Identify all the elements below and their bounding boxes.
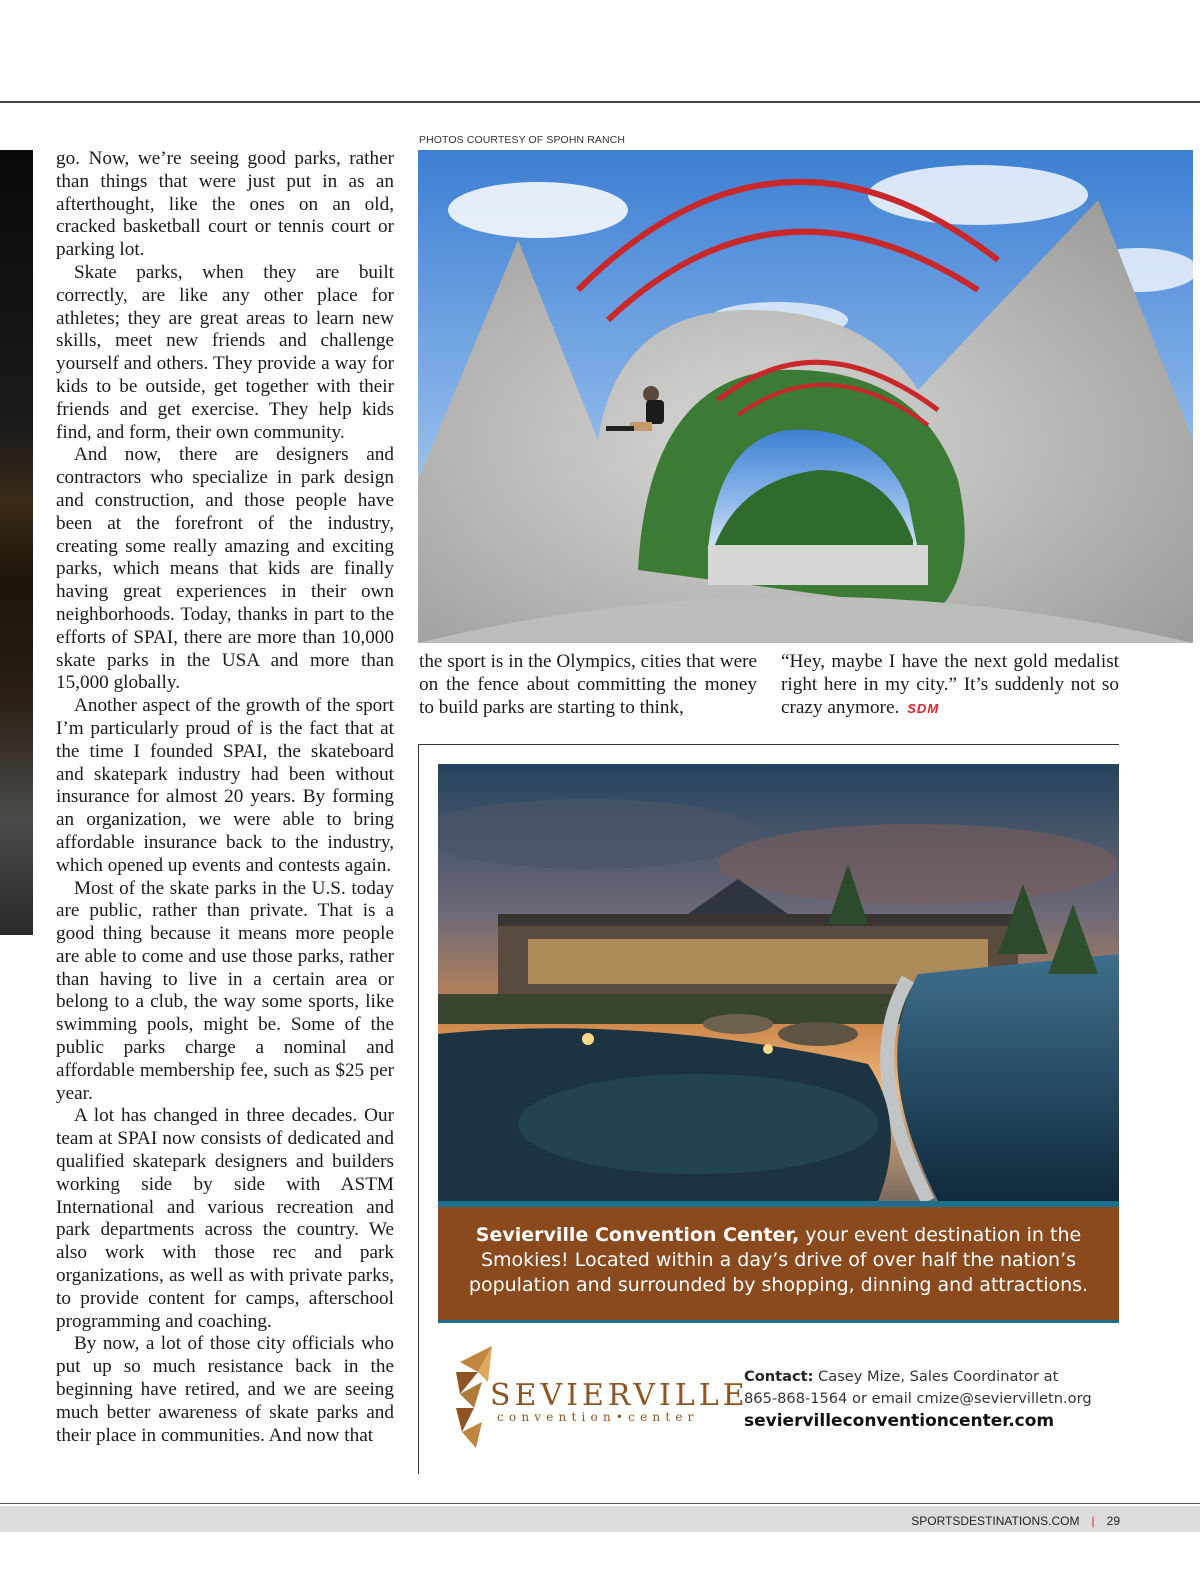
ad-tagline-band <box>438 1201 1119 1323</box>
contact-line-2: 865-868-1564 or email cmize@seviervilletn.org <box>744 1390 1092 1407</box>
sevierville-logo-word: SEVIERVILLE <box>490 1378 749 1413</box>
article-column-2 <box>419 651 757 719</box>
footer-rule <box>0 1503 1200 1504</box>
paragraph <box>781 651 1119 720</box>
ad-contact-block <box>744 1366 1092 1432</box>
page-footer <box>911 1514 1120 1528</box>
paragraph: go. Now, we’re seeing good parks, rather than things that were just put in as an afterthought, like the ones on an old, cracked basketball court or tennis court or parking lot. <box>56 148 394 261</box>
top-rule <box>0 101 1200 103</box>
paragraph: Another aspect of the growth of the sport I’m particularly proud of is the fact that at the time I founded SPAI, the skateboard and skatepark industry had been without insurance for almost 20 years. By forming an organization, we were able to bring affordable insurance back to the industry, which opened up events and contests again. <box>56 695 394 876</box>
left-photo-edge <box>0 150 33 935</box>
paragraph: And now, there are designers and contractors who specialize in park design and construction, and those people have been at the forefront of the industry, creating some really amazing and exciting parks, which means that kids are finally having great experiences in their own neighborhoods. Today, thanks in part to the efforts of SPAI, there are more than 10,000 skate parks in the USA and more than 15,000 globally. <box>56 444 394 694</box>
ad-headline-rest: your event destination in the Smokies! Located within a day’s drive of over half the nation’s population and surrounded by shopping, dinning and attractions. <box>468 1224 1089 1296</box>
sdm-end-mark: SDM <box>907 700 940 716</box>
paragraph: the sport is in the Olympics, cities that were on the fence about committing the money to build parks are starting to think, <box>419 651 757 718</box>
contact-line-1 <box>744 1366 1092 1388</box>
ad-headline-venue: Sevierville Convention Center, <box>475 1224 800 1246</box>
skatepark-illustration <box>418 150 1193 643</box>
contact-name: Casey Mize, Sales Coordinator at <box>813 1368 1059 1385</box>
ad-frame-top <box>418 744 1119 745</box>
photo-credit: PHOTOS COURTESY OF SPOHN RANCH <box>419 134 626 146</box>
paragraph: By now, a lot of those city officials who put up so much resistance back in the beginning have retired, and we are seeing much better awareness of skate parks and their place in communities. And now that <box>56 1333 394 1446</box>
sevierville-logo-subtitle: convention•center <box>497 1410 699 1424</box>
page-number: 29 <box>1106 1514 1120 1528</box>
paragraph: A lot has changed in three decades. Our team at SPAI now consists of dedicated and qualified skatepark designers and builders working side by side with ASTM International and various recreation and park departments across the country. We also work with those rec and park organizations, as well as with private parks, to provide content for camps, afterschool programming and coaching. <box>56 1105 394 1332</box>
closing-text: “Hey, maybe I have the next gold medalist right here in my city.” It’s suddenly not so crazy anymore. <box>781 651 1119 718</box>
footer-site: SPORTSDESTINATIONS.COM <box>911 1514 1080 1528</box>
article-column-3 <box>781 651 1119 720</box>
convention-center-photo <box>438 764 1119 1201</box>
skatepark-photo <box>418 150 1193 643</box>
ad-frame-left <box>418 744 419 1474</box>
contact-label: Contact: <box>744 1368 814 1385</box>
ad-headline-bold <box>476 1224 799 1246</box>
ad-website-link[interactable]: seviervilleconventioncenter.com <box>744 1411 1055 1431</box>
footer-separator: | <box>1091 1514 1095 1528</box>
paragraph: Most of the skate parks in the U.S. today are public, rather than private. That is a good thing because it means more people are able to come and use those parks, rather than having to live in a certain area or belong to a club, the way some sports, like swimming pools, might be. Some of the public parks charge a nominal and affordable membership fee, such as $25 per year. <box>56 877 394 1104</box>
convention-center-illustration <box>438 764 1119 1201</box>
article-column-1 <box>56 148 394 1447</box>
paragraph: Skate parks, when they are built correctly, are like any other place for athletes; they are great areas to learn new skills, meet new friends and challenge yourself and others. They provide a way for kids to be outside, get together with their friends and get exercise. They help kids find, and form, their own community. <box>56 261 394 443</box>
